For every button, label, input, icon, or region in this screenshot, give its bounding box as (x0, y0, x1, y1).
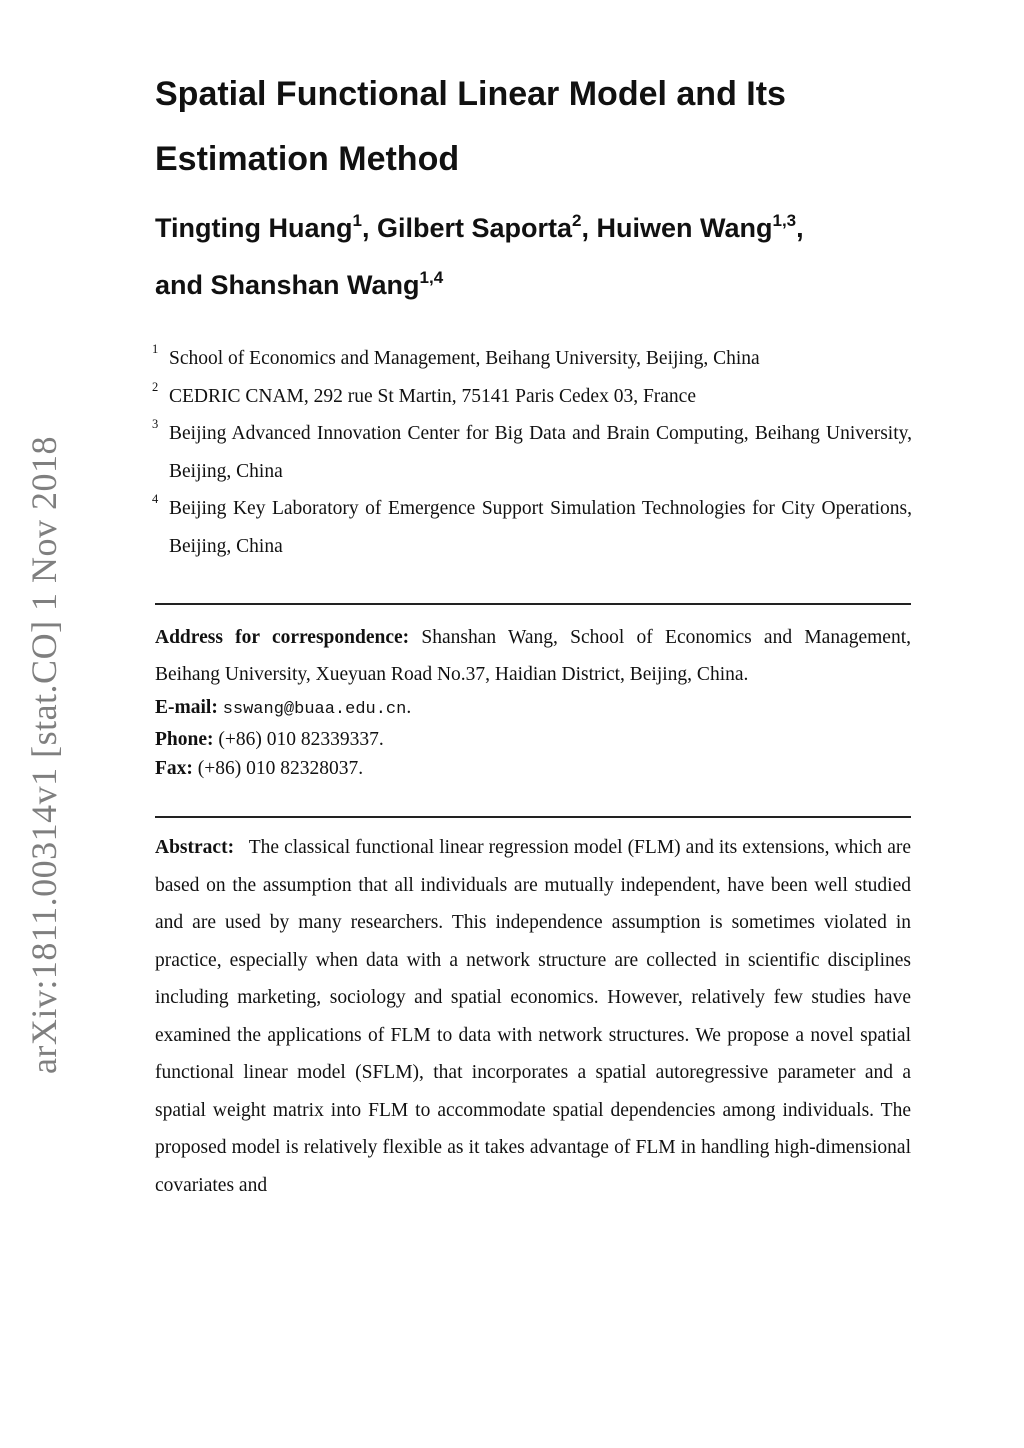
abstract-label: Abstract: (155, 837, 235, 858)
email-line: E-mail: sswang@buaa.edu.cn. (155, 697, 412, 719)
author-separator: , (581, 213, 597, 243)
affiliation-item (152, 415, 912, 490)
author-name: Tingting Huang (155, 213, 353, 243)
author-affiliation-mark: 1,4 (419, 268, 444, 287)
fax-label: Fax: (155, 758, 193, 779)
affiliation-text: Beijing Advanced Innovation Center for Big Data and Brain Computing, Beihang University, Beijing, China (169, 423, 912, 482)
correspondence-label: Address for correspondence: (155, 627, 410, 648)
arxiv-stamp-text: arXiv:1811.00314v1 [stat.CO] 1 Nov 2018 (24, 435, 65, 1075)
fax-number: (+86) 010 82328037. (197, 758, 364, 779)
section-divider-bottom (155, 816, 911, 818)
arxiv-stamp (14, 435, 74, 1075)
abstract-text: The classical functional linear regression model (FLM) and its extensions, which are based on the assumption that all individuals are mutually independent, have been well studied and are used by many researchers. This independence assumption is sometimes violated in practice, especially when data with a network structure are collected in scientific disciplines including marketing, sociology and spatial economics. However, relatively few studies have examined the applications of FLM to data with network structures. We propose a novel spatial functional linear model (SFLM), that incorporates a spatial autoregressive parameter and a spatial weight matrix into FLM to accommodate spatial dependencies among individuals. The proposed model is relatively flexible as it takes advantage of FLM in handling high-dimensional covariates and (155, 837, 911, 1196)
author-affiliation-mark: 1,3 (772, 211, 797, 230)
author-list (155, 200, 915, 314)
affiliation-number: 4 (152, 492, 159, 506)
author-separator: , (361, 213, 377, 243)
author-line-1 (155, 200, 915, 257)
abstract (155, 829, 911, 1204)
phone-line (155, 725, 911, 755)
affiliation-item (152, 490, 912, 565)
affiliation-item (152, 340, 912, 378)
affiliation-text: School of Economics and Management, Beihang University, Beijing, China (169, 348, 760, 369)
phone-number: (+86) 010 82339337. (218, 728, 384, 750)
fax-line (155, 754, 911, 784)
phone-label: Phone: (155, 728, 214, 750)
paper-title: Spatial Functional Linear Model and Its Estimation Method (155, 75, 786, 178)
author-name: Gilbert Saporta (376, 213, 572, 243)
correspondence-text: Shanshan Wang, School of Economics and Management, Beihang University, Xueyuan Road No.37, Haidian District, Beijing, China. (155, 627, 911, 685)
affiliation-list (152, 340, 912, 565)
author-affiliation-mark: 2 (572, 211, 582, 230)
author-name: and Shanshan Wang (155, 270, 420, 300)
affiliation-text: CEDRIC CNAM, 292 rue St Martin, 75141 Paris Cedex 03, France (169, 385, 696, 407)
affiliation-item (152, 378, 912, 416)
affiliation-number: 1 (152, 342, 159, 356)
email-link[interactable]: sswang@buaa.edu.cn (222, 700, 407, 719)
email-label: E-mail: (155, 697, 218, 718)
correspondence-block (155, 619, 911, 784)
author-name: Huiwen Wang (596, 213, 773, 243)
affiliation-number: 3 (152, 417, 159, 431)
author-line-2 (155, 257, 915, 314)
section-divider-top (155, 603, 911, 605)
correspondence-address (155, 619, 911, 693)
author-affiliation-mark: 1 (352, 211, 362, 230)
affiliation-text: Beijing Key Laboratory of Emergence Support Simulation Technologies for City Operations, Beijing, China (169, 498, 912, 557)
author-separator: , (796, 213, 804, 243)
affiliation-number: 2 (152, 379, 159, 394)
